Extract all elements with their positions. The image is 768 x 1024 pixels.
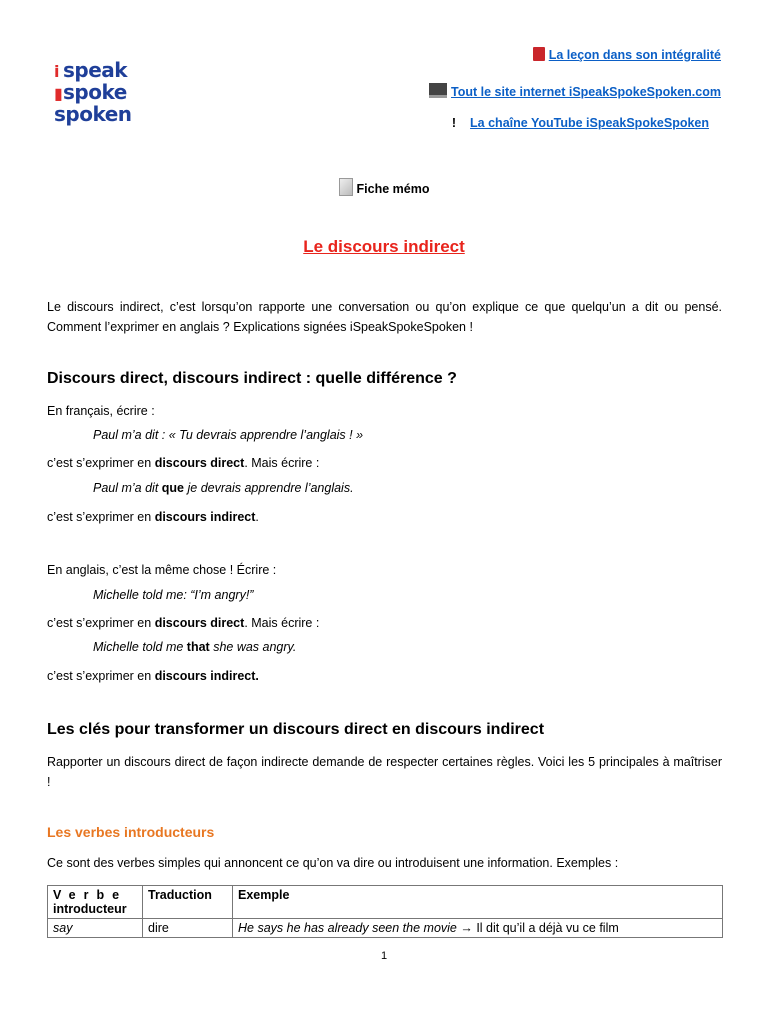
ispeakspokespoken-logo [54,60,144,125]
section1-heading: Discours direct, discours indirect : quelle différence ? [47,370,457,387]
cell-verb: say [48,919,143,938]
example-en: He says he has already seen the movie [238,921,457,935]
header-verb [48,886,143,919]
header-verb-word: Verbe [53,888,128,902]
logo-line3: spoken [54,102,132,126]
logo-line2: spoke [63,80,127,104]
text: c’est s’exprimer en [47,616,155,630]
fiche-label: Fiche mémo [356,182,430,196]
logo-i: i [54,62,59,81]
fr-direct-line [47,453,722,473]
en-direct-example: Michelle told me: “I’m angry!” [93,588,254,602]
text: . [255,669,259,683]
text: Paul m’a dit [93,481,162,495]
page-number: 1 [380,950,388,962]
fr-indirect-example [93,481,354,495]
text: c’est s’exprimer en [47,669,155,683]
logo-line1: speak [63,58,128,82]
section2-heading: Les clés pour transformer un discours direct en discours indirect [47,721,545,738]
lesson-link-row [533,47,721,62]
lesson-link[interactable]: La leçon dans son intégralité [548,48,721,62]
intro-paragraph: Le discours indirect, c’est lorsqu’on rapporte une conversation ou qu’on explique ce que quelqu’un a dit ou pensé. Comment l’exprimer en anglais ? Explications signées iSpeakSpokeSpoken ! [47,300,722,334]
site-link[interactable]: Tout le site internet iSpeakSpokeSpoken.com [451,85,721,99]
fr-indirect-line [47,507,722,527]
que-word: que [161,481,185,495]
section3-heading: Les verbes introducteurs [47,824,215,840]
en-indirect-example [93,640,296,654]
laptop-icon [429,83,447,98]
indirect-label: discours indirect [154,669,256,683]
text: c’est s’exprimer en [47,456,155,470]
page-title: Le discours indirect [303,237,465,256]
table-row [48,919,723,938]
section3-text: Ce sont des verbes simples qui annoncent ce qu’on va dire ou introduisent une information. Exemples : [47,856,619,870]
youtube-link[interactable]: La chaîne YouTube iSpeakSpokeSpoken [470,116,709,130]
document-icon [339,178,353,196]
arrow-icon: → [460,921,473,935]
text: c’est s’exprimer en [47,510,155,524]
site-link-row [429,83,721,99]
text: Michelle told me [93,640,187,654]
cell-example [233,919,723,938]
indirect-label: discours indirect [154,510,256,524]
cell-translation: dire [143,919,233,938]
text: . Mais écrire : [244,616,320,630]
logo-stamp: ▮ [54,84,63,103]
youtube-prefix: ! [451,116,457,130]
en-direct-line [47,613,722,633]
example-fr: Il dit qu’il a déjà vu ce film [472,921,619,935]
text: je devrais apprendre l’anglais. [184,481,354,495]
header-introducteur: introducteur [53,902,127,916]
youtube-link-row [452,116,709,130]
section2-text: Rapporter un discours direct de façon indirecte demande de respecter certaines règles. Voici les 5 principales à maîtriser ! [47,755,722,789]
fr-intro: En français, écrire : [47,404,155,418]
that-word: that [186,640,210,654]
header-exemple: Exemple [233,886,723,919]
table-header-row [48,886,723,919]
verbs-table [47,885,723,938]
text: . Mais écrire : [244,456,320,470]
en-indirect-line [47,666,722,686]
en-intro: En anglais, c’est la même chose ! Écrire : [47,563,277,577]
fiche-memo [0,178,768,196]
book-icon [533,47,545,61]
text: . [255,510,259,524]
header-traduction: Traduction [143,886,233,919]
direct-label: discours direct [154,456,245,470]
text: she was angry. [209,640,297,654]
fr-direct-example: Paul m’a dit : « Tu devrais apprendre l’anglais ! » [93,428,364,442]
direct-label: discours direct [154,616,245,630]
